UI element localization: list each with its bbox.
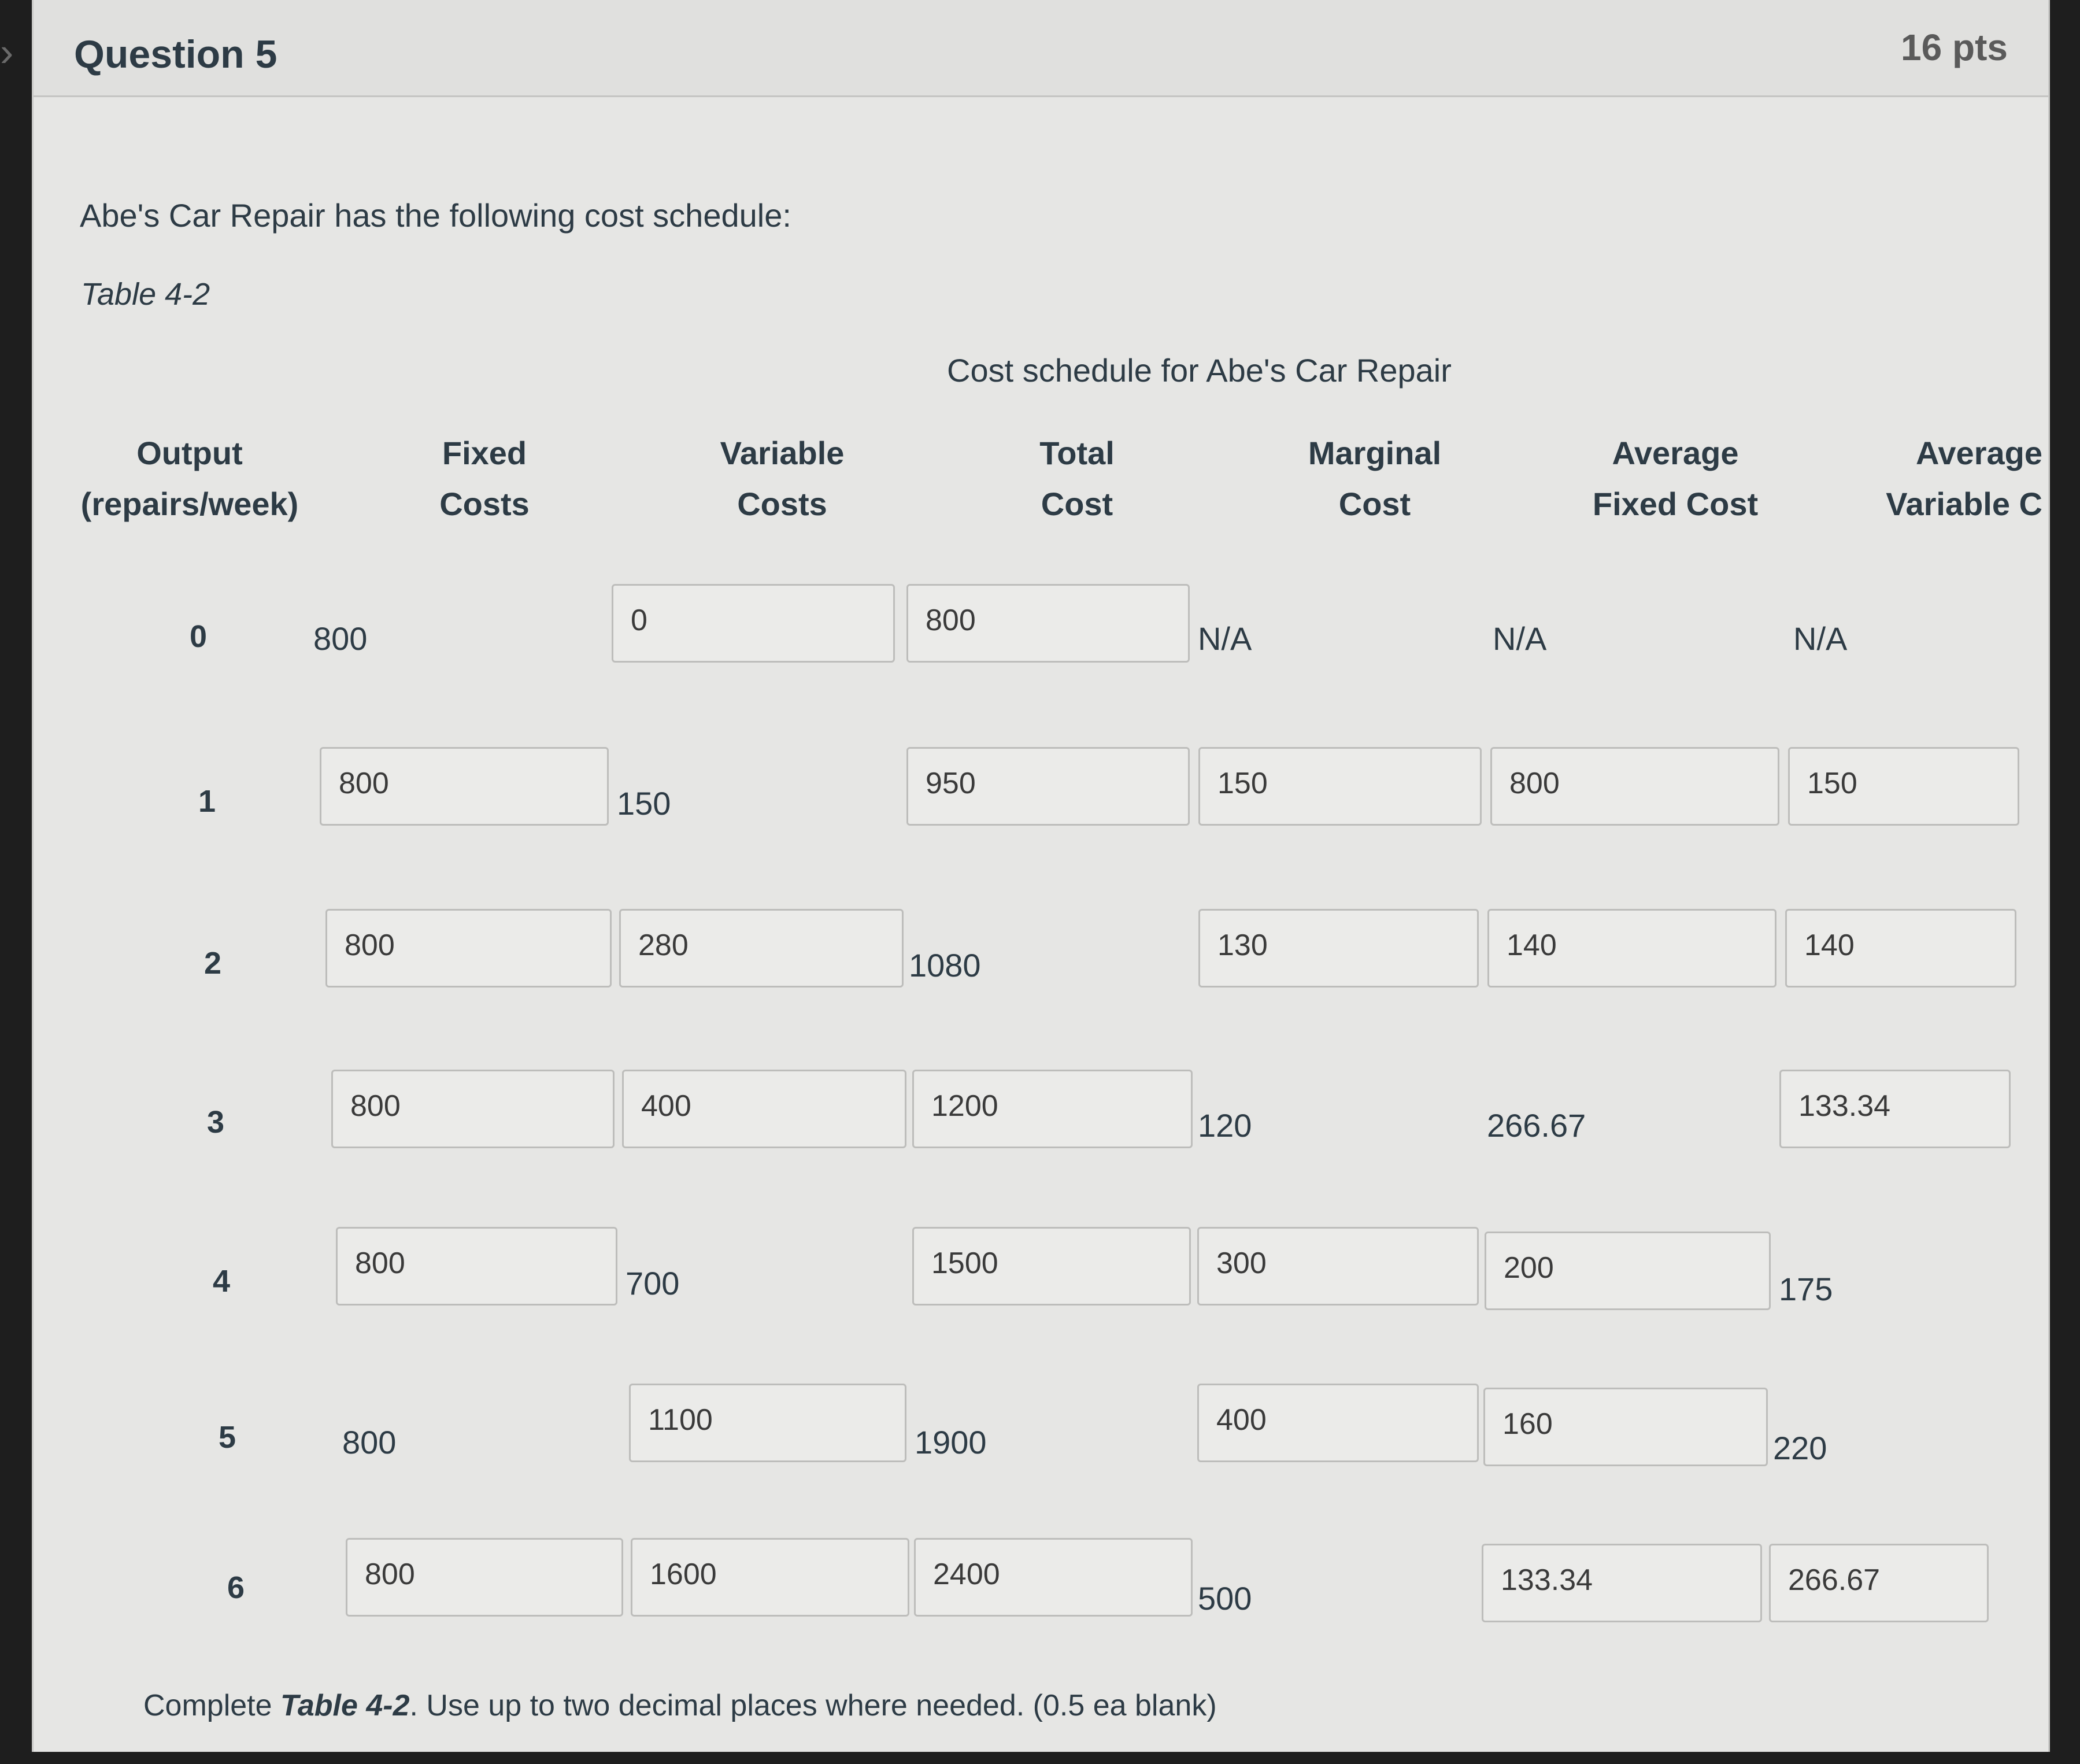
question-card [32,0,2050,1752]
instructions-text [143,1688,1217,1723]
column-header-output [80,428,299,530]
question-title: Question 5 [74,32,277,76]
marginal-cost-value: 500 [1198,1580,1252,1617]
table-row-output: 0 [190,619,208,654]
column-header-line: (repairs/week) [80,486,299,522]
average-variable-cost-input[interactable]: 150 [1788,747,2019,826]
fixed-cost-input[interactable]: 800 [325,909,612,988]
table-row-output: 4 [213,1264,231,1299]
column-header-line: Fixed [442,435,527,471]
variable-cost-input[interactable]: 280 [619,909,904,988]
fixed-cost-input[interactable]: 800 [336,1227,617,1306]
average-variable-cost-value: 175 [1779,1271,1833,1307]
total-cost-value: 1080 [909,947,981,983]
column-header-line: Total [1039,435,1115,471]
column-header-line: Fixed Cost [1592,486,1759,522]
column-header-line: Cost [1338,486,1411,522]
column-header-average-variable-cost [1834,428,2042,530]
column-header-line: Marginal [1308,435,1442,471]
average-variable-cost-value: 220 [1773,1430,1827,1466]
instructions-table-ref: Table 4-2 [280,1689,410,1722]
question-header [34,0,2048,97]
fixed-cost-input[interactable]: 800 [346,1538,623,1617]
average-variable-cost-input[interactable]: 140 [1785,909,2016,988]
total-cost-input[interactable]: 950 [906,747,1190,826]
column-header-fixed-costs [363,428,606,530]
marginal-cost-value: 120 [1198,1107,1252,1144]
table-row-output: 3 [207,1105,225,1140]
average-fixed-cost-input[interactable]: 200 [1485,1232,1771,1310]
instructions-suffix: . Use up to two decimal places where needed. (0.5 ea blank) [409,1689,1217,1722]
table-row-output: 5 [219,1420,236,1455]
marginal-cost-input[interactable]: 150 [1198,747,1482,826]
total-cost-value: 1900 [915,1424,987,1460]
average-variable-cost-input[interactable]: 266.67 [1769,1544,1989,1622]
fixed-cost-input[interactable]: 800 [320,747,609,826]
variable-cost-input[interactable]: 1600 [631,1538,909,1617]
column-header-line: Output [136,435,243,471]
variable-cost-input[interactable]: 400 [622,1070,906,1148]
column-header-line: Average [1916,435,2042,471]
marginal-cost-input[interactable]: 400 [1197,1384,1479,1462]
column-header-line: Average [1612,435,1739,471]
column-header-total-cost [958,428,1196,530]
column-header-line: Variable C [1886,486,2042,522]
fixed-cost-value: 800 [342,1424,397,1460]
average-fixed-cost-input[interactable]: 800 [1490,747,1779,826]
average-fixed-cost-value: N/A [1493,620,1547,657]
marginal-cost-input[interactable]: 300 [1197,1227,1479,1306]
column-header-line: Costs [439,486,530,522]
fixed-cost-value: 800 [313,620,368,657]
column-header-marginal-cost [1253,428,1496,530]
average-fixed-cost-input[interactable]: 160 [1483,1388,1768,1466]
average-variable-cost-input[interactable]: 133.34 [1779,1070,2011,1148]
variable-cost-input[interactable]: 0 [612,584,895,663]
total-cost-input[interactable]: 1500 [912,1227,1191,1306]
marginal-cost-input[interactable]: 130 [1198,909,1479,988]
instructions-prefix: Complete [143,1689,280,1722]
column-header-line: Variable [720,435,845,471]
marginal-cost-value: N/A [1198,620,1252,657]
question-intro: Abe's Car Repair has the following cost schedule: [80,197,791,234]
total-cost-input[interactable]: 1200 [912,1070,1193,1148]
column-header-line: Costs [737,486,827,522]
question-points: 16 pts [1901,27,2008,68]
average-fixed-cost-input[interactable]: 133.34 [1482,1544,1762,1622]
average-fixed-cost-value: 266.67 [1487,1107,1586,1144]
column-header-line: Cost [1041,486,1113,522]
variable-cost-value: 150 [617,785,671,822]
average-fixed-cost-input[interactable]: 140 [1487,909,1776,988]
variable-cost-input[interactable]: 1100 [629,1384,906,1462]
total-cost-input[interactable]: 2400 [914,1538,1193,1617]
collapse-chevron-icon[interactable]: › [0,29,14,75]
variable-cost-value: 700 [626,1265,680,1301]
column-header-average-fixed-cost [1548,428,1803,530]
total-cost-input[interactable]: 800 [906,584,1190,663]
table-caption: Cost schedule for Abe's Car Repair [947,352,1452,389]
table-label: Table 4-2 [81,277,210,312]
average-variable-cost-value: N/A [1793,620,1848,657]
table-row-output: 2 [204,946,222,981]
column-header-variable-costs [658,428,906,530]
table-row-output: 6 [227,1570,245,1605]
fixed-cost-input[interactable]: 800 [331,1070,615,1148]
table-row-output: 1 [198,784,216,819]
